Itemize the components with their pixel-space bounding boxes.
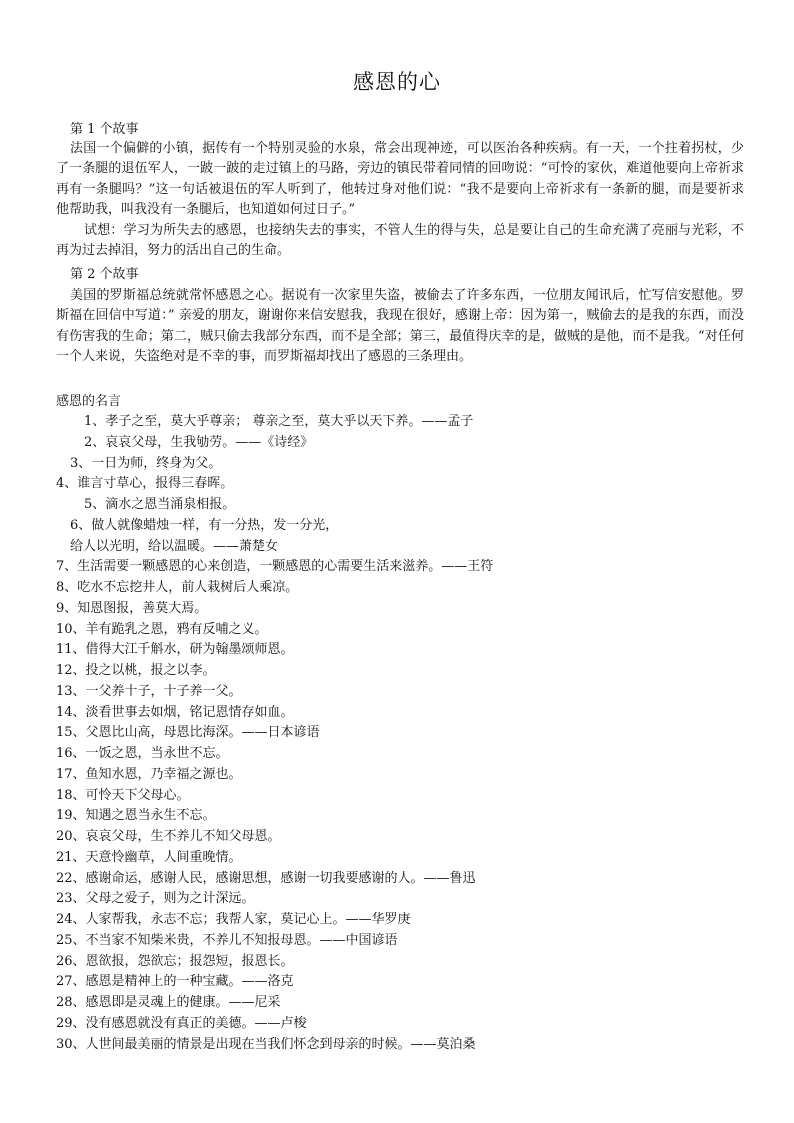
quote-item: 10、羊有跪乳之恩，鸦有反哺之义。	[56, 622, 268, 637]
quote-item: 22、感谢命运，感谢人民，感谢思想，感谢一切我要感谢的人。——鲁迅	[56, 871, 476, 886]
quote-item: 26、恩欲报，怨欲忘；报怨短，报恩长。	[56, 954, 294, 969]
quote-item: 29、没有感恩就没有真正的美德。——卢梭	[56, 1016, 307, 1031]
quote-item: 18、可怜天下父母心。	[56, 788, 190, 803]
quote-item: 12、投之以桃，报之以李。	[56, 663, 216, 678]
quote-item: 7、生活需要一颗感恩的心来创造，一颗感恩的心需要生活来滋养。——王符	[56, 559, 494, 574]
quote-item: 20、哀哀父母，生不养儿不知父母恩。	[56, 829, 281, 844]
quote-item: 8、吃水不忘挖井人，前人栽树后人乘凉。	[56, 580, 299, 595]
quote-item: 30、人世间最美丽的情景是出现在当我们怀念到母亲的时候。——莫泊桑	[56, 1037, 476, 1052]
quote-item: 16、一饭之恩，当永世不忘。	[56, 746, 229, 761]
quote-item: 24、人家帮我，永志不忘；我帮人家，莫记心上。——华罗庚	[56, 912, 411, 927]
quote-item: 23、父母之爱子，则为之计深远。	[56, 891, 255, 906]
story-2-heading: 第 2 个故事	[70, 267, 139, 282]
quote-item: 27、感恩是精神上的一种宝藏。——洛克	[56, 974, 294, 989]
quote-item-continued: 给人以光明，给以温暖。——萧楚女	[70, 539, 279, 554]
page-title: 感恩的心	[353, 70, 441, 94]
story-1-body: 法国一个偏僻的小镇，据传有一个特别灵验的水泉，常会出现神迹，可以医治各种疾病。有一天，一个拄着拐杖，少了一条腿的退伍军人，一跛一跛的走过镇上的马路，旁边的镇民带着同情的回吻说：“可怜的家伙，难道他要向上帝祈求再有一条腿吗？”这一句话被退伍的军人听到了，他转过身对他们说：“我不是要向上帝祈求有一条新的腿，而是要祈求他帮助我，叫我没有一条腿后，也知道如何过日子。”	[56, 141, 744, 218]
quote-item: 1、孝子之至，莫大乎尊亲； 尊亲之至，莫大乎以天下养。——孟子	[84, 414, 474, 429]
quote-item: 3、一日为师，终身为父。	[70, 456, 222, 471]
quote-item: 9、知恩图报，善莫大焉。	[56, 601, 208, 616]
quote-item: 17、鱼知水恩，乃幸福之源也。	[56, 767, 242, 782]
quote-item: 2、哀哀父母，生我劬劳。——《诗经》	[84, 435, 314, 450]
quote-item: 15、父恩比山高，母恩比海深。——日本谚语	[56, 725, 320, 740]
quote-item: 25、不当家不知柴米贵，不养儿不知报母恩。——中国谚语	[56, 933, 398, 948]
quote-item: 28、感恩即是灵魂上的健康。——尼采	[56, 995, 281, 1010]
quote-item: 13、一父养十子，十子养一父。	[56, 684, 242, 699]
quote-item: 5、滴水之恩当涌泉相报。	[84, 497, 236, 512]
quotes-heading: 感恩的名言	[56, 394, 122, 409]
quote-item: 11、借得大江千斛水，研为翰墨颂师恩。	[56, 642, 294, 657]
story-1-reflection: 试想：学习为所失去的感恩，也接纳失去的事实，不管人生的得与失，总是要让自己的生命充满了亮丽与光彩，不再为过去掉泪，努力的活出自己的生命。	[56, 223, 744, 259]
quote-item: 19、知遇之恩当永生不忘。	[56, 808, 216, 823]
quote-item: 6、做人就像蜡烛一样，有一分热，发一分光，	[70, 518, 339, 533]
story-1-heading: 第 1 个故事	[70, 122, 139, 137]
story-2-body: 美国的罗斯福总统就常怀感恩之心。据说有一次家里失盗，被偷去了许多东西，一位朋友闻讯后，忙写信安慰他。罗斯福在回信中写道：” 亲爱的朋友，谢谢你来信安慰我，我现在很好，感谢上帝：因为第一，贼偷去的是我的东西，而没有伤害我的生命；第二，贼只偷去我部分东西，而不是全部；第三，最值得庆幸的是，做贼的是他，而不是我。“对任何一个人来说，失盗绝对是不幸的事，而罗斯福却找出了感恩的三条理由。	[56, 288, 744, 365]
quote-item: 21、天意怜幽草，人间重晚情。	[56, 850, 242, 865]
quote-item: 4、谁言寸草心，报得三春晖。	[56, 476, 234, 491]
quote-item: 14、淡看世事去如烟，铭记恩情存如血。	[56, 705, 294, 720]
